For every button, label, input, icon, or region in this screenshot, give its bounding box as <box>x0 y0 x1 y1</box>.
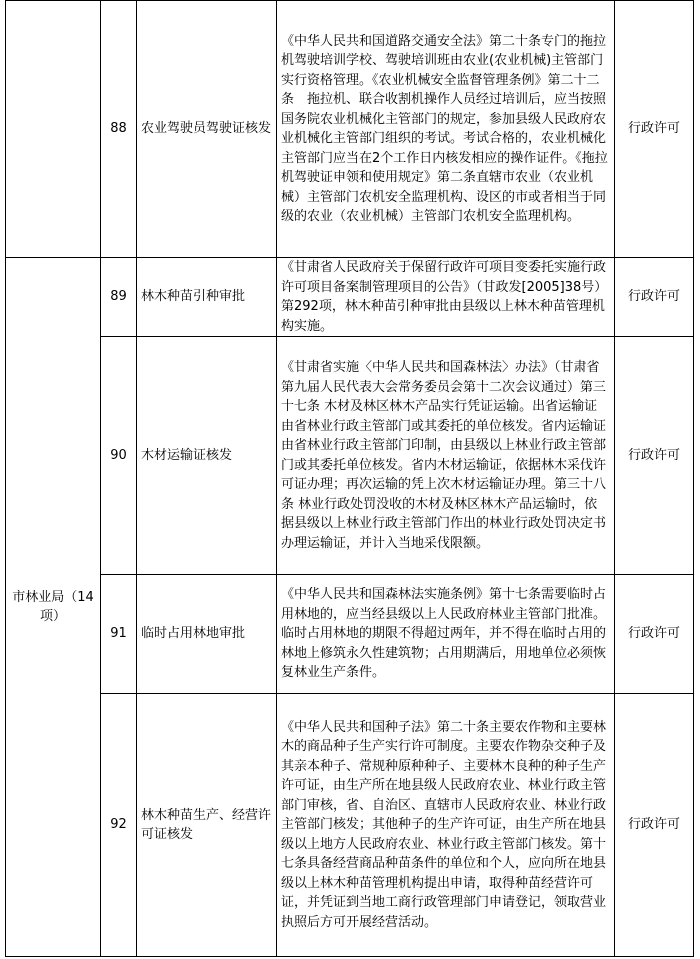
department-cell: 市林业局（14项） <box>6 258 101 957</box>
department-cell <box>6 1 101 258</box>
table-row <box>6 337 694 575</box>
table-row <box>6 694 694 957</box>
item-type: 行政许可 <box>615 337 694 575</box>
item-name: 林木种苗引种审批 <box>137 258 277 337</box>
item-number: 88 <box>101 1 137 258</box>
legal-basis: 《中华人民共和国森林法实施条例》第十七条需要临时占用林地的，应当经县级以上人民政府林业主管部门批准。临时占用林地的期限不得超过两年，并不得在临时占用的林地上修筑永久性建筑物；占用期满后，用地单位必须恢复林业生产条件。 <box>277 575 615 694</box>
item-name: 木材运输证核发 <box>137 337 277 575</box>
item-type: 行政许可 <box>615 258 694 337</box>
item-type: 行政许可 <box>615 575 694 694</box>
item-number: 91 <box>101 575 137 694</box>
item-number: 90 <box>101 337 137 575</box>
item-number: 92 <box>101 694 137 957</box>
item-name: 临时占用林地审批 <box>137 575 277 694</box>
item-name: 林木种苗生产、经营许可证核发 <box>137 694 277 957</box>
table-row <box>6 258 694 337</box>
legal-basis: 《中华人民共和国道路交通安全法》第二十条专门的拖拉机驾驶培训学校、驾驶培训班由农业(农业机械)主管部门实行资格管理。《农业机械安全监督管理条例》第二十二条 拖拉机、联合收割机操作人员经过培训后，应当按照国务院农业机械化主管部门的规定，参加县级人民政府农业机械化主管部门组织的考试。考试合格的，农业机械化主管部门应当在2个工作日内核发相应的操作证件。《拖拉机驾驶证申领和使用规定》第二条直辖市农业（农业机械）主管部门农机安全监理机构、设区的市或者相当于同级的农业（农业机械）主管部门农机安全监理机构。 <box>277 1 615 258</box>
table-row <box>6 1 694 258</box>
item-name: 农业驾驶员驾驶证核发 <box>137 1 277 258</box>
legal-basis: 《甘肃省实施〈中华人民共和国森林法〉办法》（甘肃省第九届人民代表大会常务委员会第十二次会议通过）第三十七条 木材及林区林木产品实行凭证运输。出省运输证由省林业行政主管部门或其委托的单位核发。省内运输证由省林业行政主管部门印制，由县级以上林业行政主管部门或其委托单位核发。省内木材运输证，依据林木采伐许可证办理；再次运输的凭上次木材运输证办理。第三十八条 林业行政处罚没收的木材及林区林木产品运输时，依据县级以上林业行政主管部门作出的林业行政处罚决定书办理运输证，并计入当地采伐限额。 <box>277 337 615 575</box>
item-number: 89 <box>101 258 137 337</box>
legal-basis: 《中华人民共和国种子法》第二十条主要农作物和主要林木的商品种子生产实行许可制度。主要农作物杂交种子及其亲本种子、常规种原种种子、主要林木良种的种子生产许可证，由生产所在地县级人民政府农业、林业行政主管部门审核，省、自治区、直辖市人民政府农业、林业行政主管部门核发；其他种子的生产许可证，由生产所在地县级以上地方人民政府农业、林业行政主管部门核发。第十七条具备经营商品种苗条件的单位和个人，应向所在地县级以上林木种苗管理机构提出申请，取得种苗经营许可证，并凭证到当地工商行政管理部门申请登记，领取营业执照后方可开展经营活动。 <box>277 694 615 957</box>
item-type: 行政许可 <box>615 1 694 258</box>
table-row <box>6 575 694 694</box>
admin-license-table <box>5 0 694 957</box>
item-type: 行政许可 <box>615 694 694 957</box>
legal-basis: 《甘肃省人民政府关于保留行政许可项目变委托实施行政许可项目备案制管理项目的公告》（甘政发[2005]38号）第292项，林木种苗引种审批由县级以上林木种苗管理机构实施。 <box>277 258 615 337</box>
